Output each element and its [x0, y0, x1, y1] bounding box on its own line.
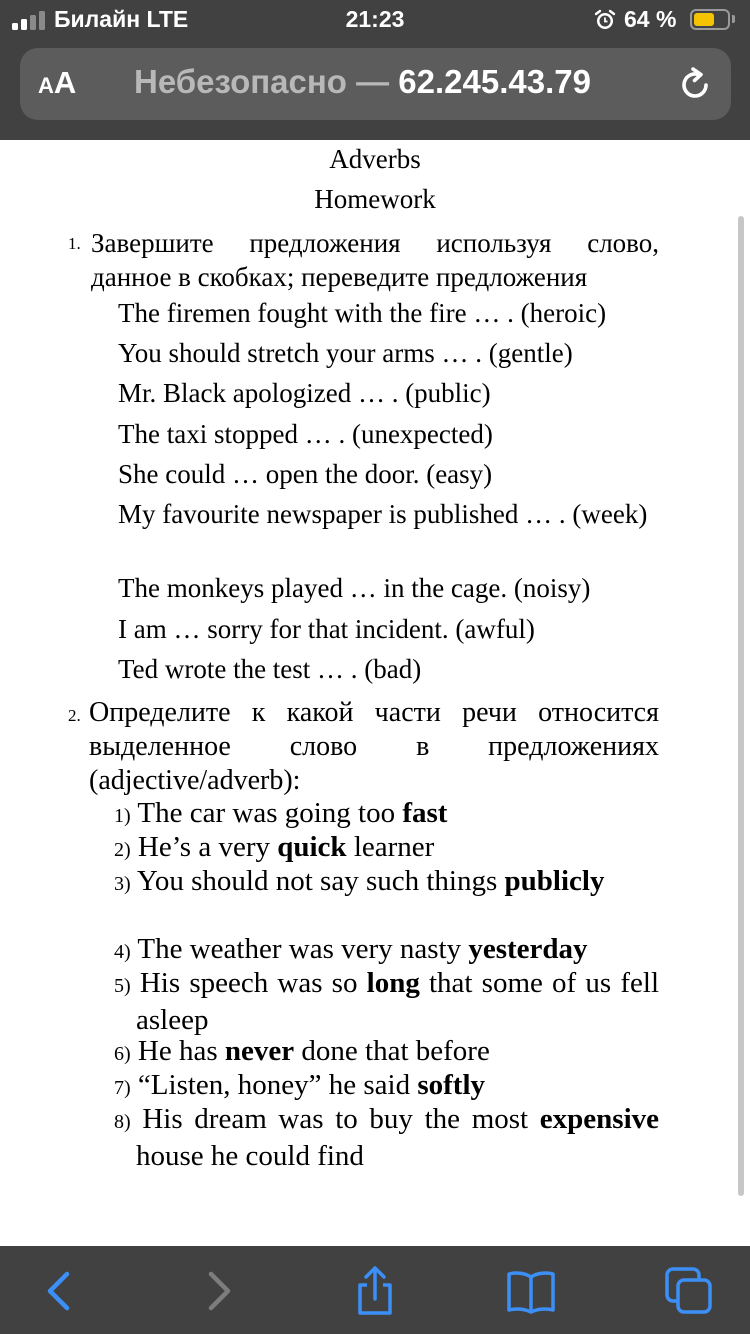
exercise-1-sentence: She could … open the door. (easy)	[118, 459, 493, 489]
url-text[interactable]	[134, 63, 591, 101]
highlighted-word: long	[366, 967, 420, 999]
bookmarks-button[interactable]	[506, 1266, 556, 1316]
exercise-2-item: 4) The weather was very nasty yesterday	[114, 933, 588, 965]
share-button[interactable]	[350, 1266, 400, 1316]
browser-toolbar	[0, 1246, 750, 1334]
document-subtitle: Homework	[314, 184, 436, 214]
forward-button[interactable]	[194, 1266, 244, 1316]
exercise-2-instruction: Определите к какой части речи относится выделенное слово в предложениях (adjective/adverb):	[89, 697, 659, 796]
exercise-1-sentence: The monkeys played … in the cage. (noisy)	[118, 573, 591, 603]
exercise-2-item: 2) He’s a very quick learner	[114, 831, 435, 863]
highlighted-word: softly	[417, 1069, 486, 1101]
exercise-1-sentence: The firemen fought with the fire … . (heroic)	[118, 298, 607, 328]
exercise-1-sentence: I am … sorry for that incident. (awful)	[118, 614, 535, 644]
tabs-button[interactable]	[664, 1266, 714, 1316]
alarm-icon	[594, 9, 616, 31]
highlighted-word: yesterday	[468, 933, 588, 965]
exercise-2-item: 3) You should not say such things publicly	[114, 865, 605, 897]
exercise-2-number: 2.	[68, 706, 81, 725]
exercise-2-item: 5) His speech was so long that some of us fell asleep	[114, 967, 659, 1036]
battery-level-fill	[694, 13, 714, 26]
exercise-1-sentence: Ted wrote the test … . (bad)	[118, 654, 422, 684]
exercise-1-number: 1.	[68, 234, 81, 253]
battery-icon	[690, 9, 730, 30]
share-icon	[350, 1266, 400, 1316]
exercise-1-instruction: Завершите предложения используя слово, данное в скобках; переведите предложения	[91, 228, 659, 292]
highlighted-word: never	[224, 1035, 295, 1067]
status-time: 21:23	[345, 6, 405, 32]
browser-top-chrome	[0, 0, 750, 140]
battery-cap	[732, 15, 735, 23]
status-bar	[0, 0, 750, 40]
url-host: 62.245.43.79	[398, 63, 591, 100]
exercise-2-item: 7) “Listen, honey” he said softly	[114, 1069, 486, 1101]
exercise-1-sentence: Mr. Black apologized … . (public)	[118, 378, 491, 408]
exercise-2-item: 1) The car was going too fast	[114, 797, 448, 829]
bookmarks-icon	[506, 1266, 556, 1316]
reader-settings-button[interactable]: AA	[38, 65, 77, 100]
highlighted-word: expensive	[539, 1103, 659, 1135]
highlighted-word: quick	[277, 831, 347, 863]
exercise-1-sentence: My favourite newspaper is published … . (week)	[118, 499, 648, 529]
forward-icon	[194, 1266, 244, 1316]
back-button[interactable]	[34, 1266, 84, 1316]
highlighted-word: publicly	[504, 865, 605, 897]
scrollbar-thumb[interactable]	[738, 216, 744, 1196]
highlighted-word: fast	[402, 797, 448, 829]
document-page	[0, 140, 750, 1246]
reload-icon[interactable]	[676, 66, 714, 104]
battery-percent: 64 %	[624, 6, 677, 32]
carrier-label: Билайн LTE	[54, 6, 189, 32]
document-title: Adverbs	[329, 144, 421, 174]
exercise-1-sentence: The taxi stopped … . (unexpected)	[118, 419, 493, 449]
address-bar[interactable]	[20, 48, 731, 120]
url-security-label: Небезопасно —	[134, 63, 390, 100]
exercise-2-item: 6) He has never done that before	[114, 1035, 490, 1067]
exercise-2-item: 8) His dream was to buy the most expensive house he could find	[114, 1103, 659, 1172]
tabs-icon	[664, 1266, 714, 1316]
exercise-1-sentence: You should stretch your arms … . (gentle)	[118, 338, 573, 368]
back-icon	[34, 1266, 84, 1316]
